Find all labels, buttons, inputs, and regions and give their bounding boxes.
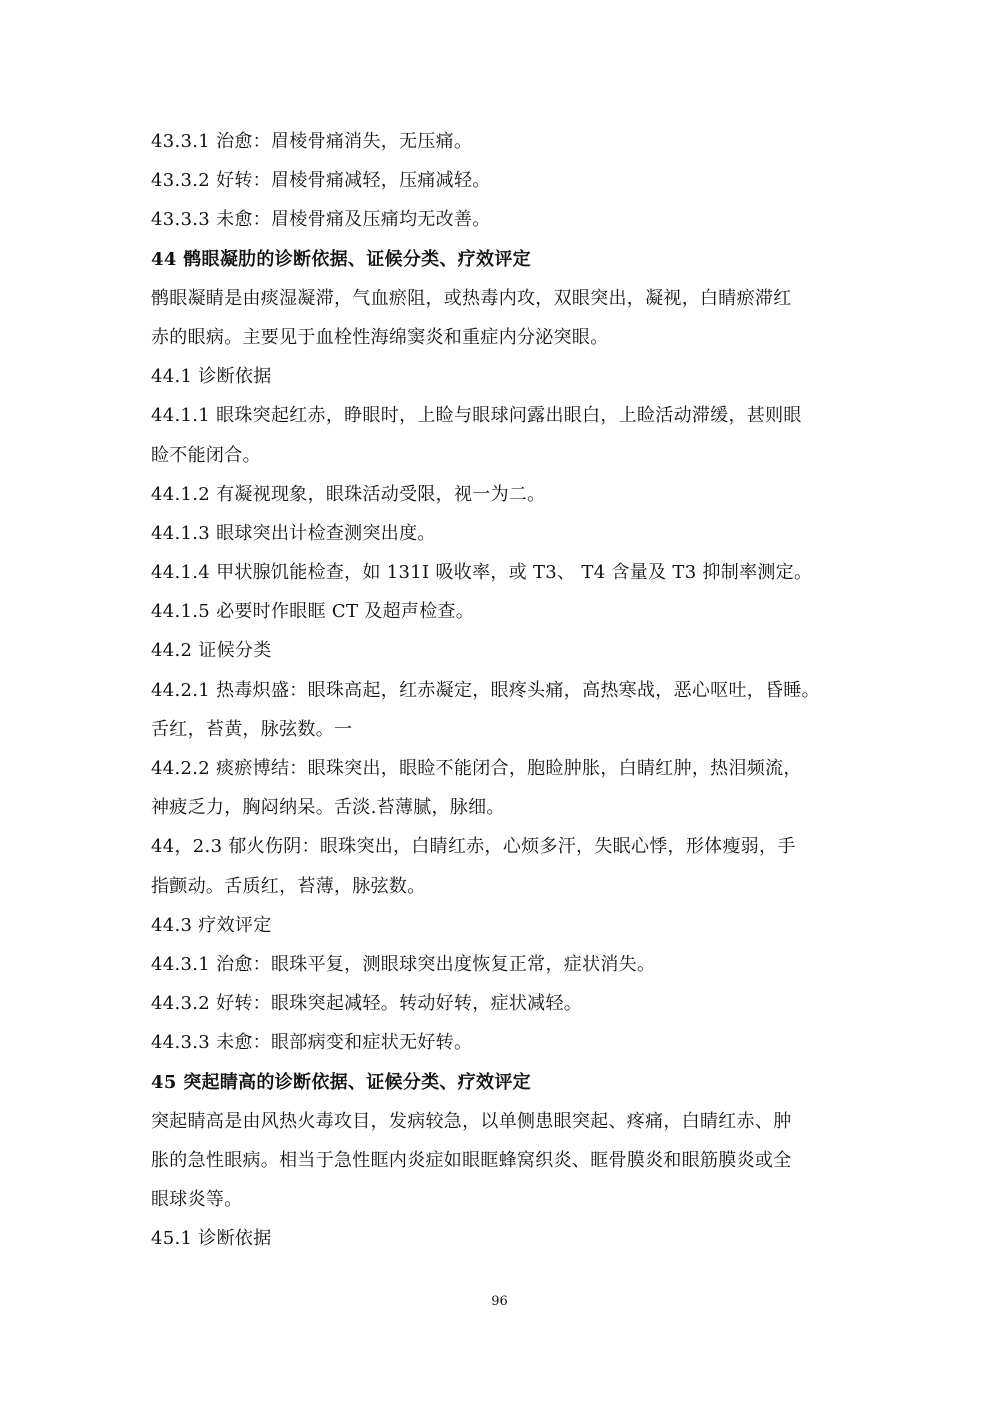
text-line: 44.3.1 治愈：眼珠平复，测眼球突出度恢复正常，症状消失。 — [151, 953, 656, 975]
text-line: 44.1.5 必要时作眼眶 CT 及超声检查。 — [151, 601, 475, 623]
text-line: 指颤动。舌质红，苔薄，脉弦数。 — [151, 875, 426, 897]
text-line: 44.3 疗效评定 — [151, 914, 272, 936]
text-line: 44.3.3 未愈：眼部病变和症状无好转。 — [151, 1032, 473, 1054]
text-line: 44.2.1 热毒炽盛：眼珠高起，红赤凝定，眼疼头痛，高热寒战，恶心呕吐，昏睡。 — [151, 679, 820, 701]
text-line: 44.1.1 眼珠突起红赤，睁眼时，上睑与眼球问露出眼白，上睑活动滞缓，甚则眼 — [151, 405, 802, 427]
text-line: 45.1 诊断依据 — [151, 1228, 272, 1250]
text-line: 44.1 诊断依据 — [151, 366, 272, 388]
text-line: 43.3.1 治愈：眉棱骨痛消失，无压痛。 — [151, 131, 473, 152]
section-heading: 45 突起睛高的诊断依据、证候分类、疗效评定 — [151, 1071, 531, 1093]
text-line: 44.1.2 有凝视现象，眼珠活动受限，视一为二。 — [151, 483, 546, 505]
text-line: 44.2.2 痰瘀博结：眼珠突出，眼睑不能闭合，胞睑肿胀，白睛红肿，热泪频流， — [151, 758, 802, 779]
page-number: 96 — [491, 1294, 508, 1309]
text-line: 44.2 证候分类 — [151, 640, 272, 662]
text-line: 44.3.2 好转：眼珠突起减轻。转动好转，症状减轻。 — [151, 993, 583, 1015]
text-line: 43.3.3 未愈：眉棱骨痛及压痛均无改善。 — [151, 209, 491, 231]
text-line: 44.1.4 甲状腺饥能检查，如 131I 吸收率，或 T3、 T4 含量及 T3 抑制率测定。 — [151, 562, 813, 584]
text-line: 44.1.3 眼球突出计检查测突出度。 — [151, 522, 436, 544]
text-line: 鹘眼凝睛是由痰湿凝滞，气血瘀阻，或热毒内攻，双眼突出，凝视，白睛瘀滞红 — [151, 287, 792, 309]
text-line: 睑不能闭合。 — [151, 444, 261, 466]
section-heading: 44 鹘眼凝肋的诊断依据、证候分类、疗效评定 — [151, 248, 531, 270]
text-line: 赤的眼病。主要见于血栓性海绵窦炎和重症内分泌突眼。 — [151, 326, 609, 348]
text-line: 胀的急性眼病。相当于急性眶内炎症如眼眶蜂窝织炎、眶骨膜炎和眼筋膜炎或全 — [151, 1149, 792, 1171]
text-line: 眼球炎等。 — [151, 1189, 243, 1211]
text-line: 突起睛高是由风热火毒攻目，发病较急，以单侧患眼突起、疼痛，白睛红赤、肿 — [151, 1110, 792, 1132]
text-line: 神疲乏力，胸闷纳呆。舌淡.苔薄腻，脉细。 — [151, 797, 505, 819]
page-body — [151, 122, 856, 1258]
text-line: 44，2.3 郁火伤阴：眼珠突出，白睛红赤，心烦多汗，失眠心悸，形体瘦弱，手 — [151, 836, 796, 858]
text-line: 43.3.2 好转：眉棱骨痛减轻，压痛减轻。 — [151, 170, 491, 192]
text-line: 舌红，苔黄，脉弦数。一 — [151, 718, 353, 740]
